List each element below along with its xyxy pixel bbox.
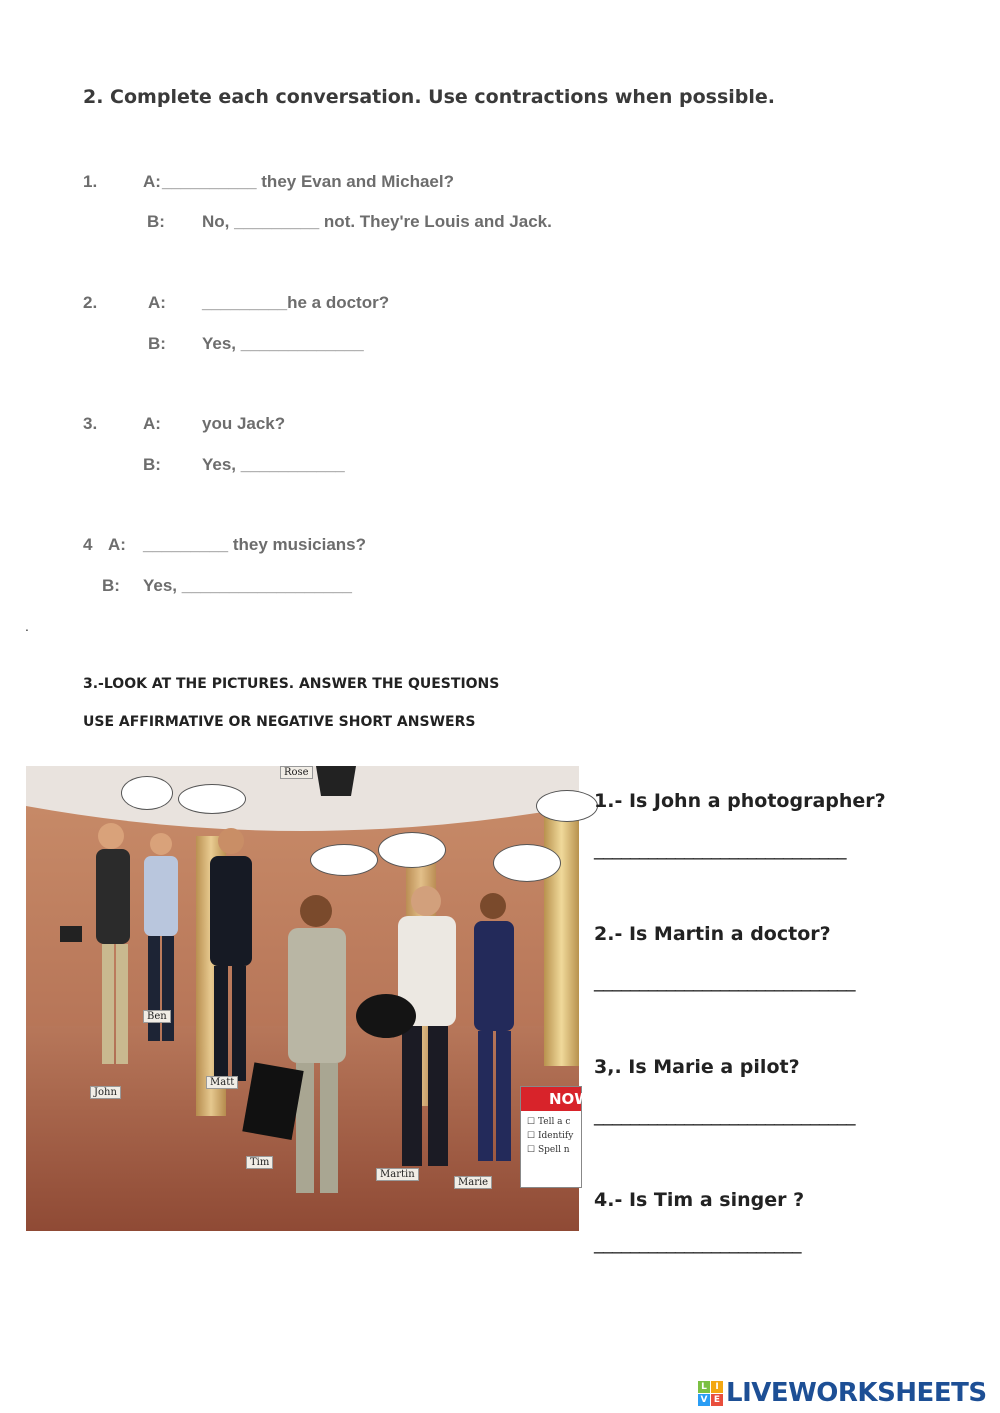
item3-b-text[interactable]: Yes, ___________ bbox=[202, 455, 345, 474]
now-banner: NOW bbox=[521, 1087, 581, 1111]
label-matt: Matt bbox=[206, 1076, 238, 1089]
checklist-item-2: ☐ Identify bbox=[527, 1131, 574, 1141]
speech-bubble-3 bbox=[310, 844, 378, 876]
logo-letter-l: L bbox=[698, 1381, 710, 1393]
question-1: 1.- Is John a photographer? bbox=[594, 790, 886, 812]
picture-scene bbox=[26, 766, 579, 1231]
section2-title: 2. Complete each conversation. Use contractions when possible. bbox=[83, 86, 775, 108]
label-john: John bbox=[90, 1086, 121, 1099]
item2-a-label: A: bbox=[148, 293, 166, 312]
answer-line-3[interactable]: _____________________________ bbox=[594, 1104, 855, 1126]
label-ben: Ben bbox=[143, 1010, 171, 1023]
ceiling-lamp bbox=[316, 766, 356, 796]
answer-line-4[interactable]: _______________________ bbox=[594, 1232, 801, 1254]
item3-a-text: you Jack? bbox=[202, 414, 286, 433]
item2-number: 2. bbox=[83, 293, 98, 312]
label-marie: Marie bbox=[454, 1176, 492, 1189]
item1-number: 1. bbox=[83, 172, 98, 191]
checklist-item-1: ☐ Tell a c bbox=[527, 1117, 571, 1127]
logo-text: LIVEWORKSHEETS bbox=[726, 1378, 987, 1408]
item4-number: 4 bbox=[83, 535, 93, 554]
logo-letter-e: E bbox=[711, 1394, 723, 1406]
label-rose: Rose bbox=[280, 766, 313, 779]
logo-icon bbox=[698, 1381, 723, 1406]
answer-line-1[interactable]: ____________________________ bbox=[594, 838, 846, 860]
label-martin: Martin bbox=[376, 1168, 419, 1181]
section3-title: 3.-LOOK AT THE PICTURES. ANSWER THE QUESTIONS bbox=[83, 676, 500, 692]
item2-b-label: B: bbox=[148, 334, 166, 353]
item3-number: 3. bbox=[83, 414, 98, 433]
item4-b-label: B: bbox=[102, 576, 120, 595]
checklist-panel bbox=[520, 1086, 591, 1188]
speech-bubble-5 bbox=[493, 844, 561, 882]
logo-letter-i: I bbox=[711, 1381, 723, 1393]
logo-letter-v: V bbox=[698, 1394, 710, 1406]
item1-a-text[interactable]: __________ they Evan and Michael? bbox=[162, 172, 454, 191]
liveworksheets-logo bbox=[698, 1377, 987, 1409]
question-2: 2.- Is Martin a doctor? bbox=[594, 923, 831, 945]
speech-bubble-1 bbox=[121, 776, 173, 810]
section3-subtitle: USE AFFIRMATIVE OR NEGATIVE SHORT ANSWERS bbox=[83, 714, 476, 730]
question-4: 4.- Is Tim a singer ? bbox=[594, 1189, 805, 1211]
item1-b-text[interactable]: No, _________ not. They're Louis and Jack. bbox=[202, 212, 552, 231]
item3-b-label: B: bbox=[143, 455, 161, 474]
item3-a-label: A: bbox=[143, 414, 161, 433]
item4-a-label: A: bbox=[108, 535, 126, 554]
item4-b-text[interactable]: Yes, __________________ bbox=[143, 576, 352, 595]
question-3: 3,. Is Marie a pilot? bbox=[594, 1056, 800, 1078]
speech-bubble-4 bbox=[378, 832, 446, 868]
item2-a-text[interactable]: _________he a doctor? bbox=[202, 293, 390, 312]
speech-bubble-2 bbox=[178, 784, 246, 814]
checklist-item-3: ☐ Spell n bbox=[527, 1145, 570, 1155]
people-picture bbox=[26, 766, 591, 1231]
speech-bubble-6 bbox=[536, 790, 598, 822]
item2-b-text[interactable]: Yes, _____________ bbox=[202, 334, 364, 353]
item1-b-label: B: bbox=[147, 212, 165, 231]
label-tim: Tim bbox=[246, 1156, 273, 1169]
item4-a-text[interactable]: _________ they musicians? bbox=[143, 535, 367, 554]
answer-line-2[interactable]: _____________________________ bbox=[594, 970, 855, 992]
stray-dot: . bbox=[25, 618, 29, 634]
item1-a-label: A: bbox=[143, 172, 161, 191]
